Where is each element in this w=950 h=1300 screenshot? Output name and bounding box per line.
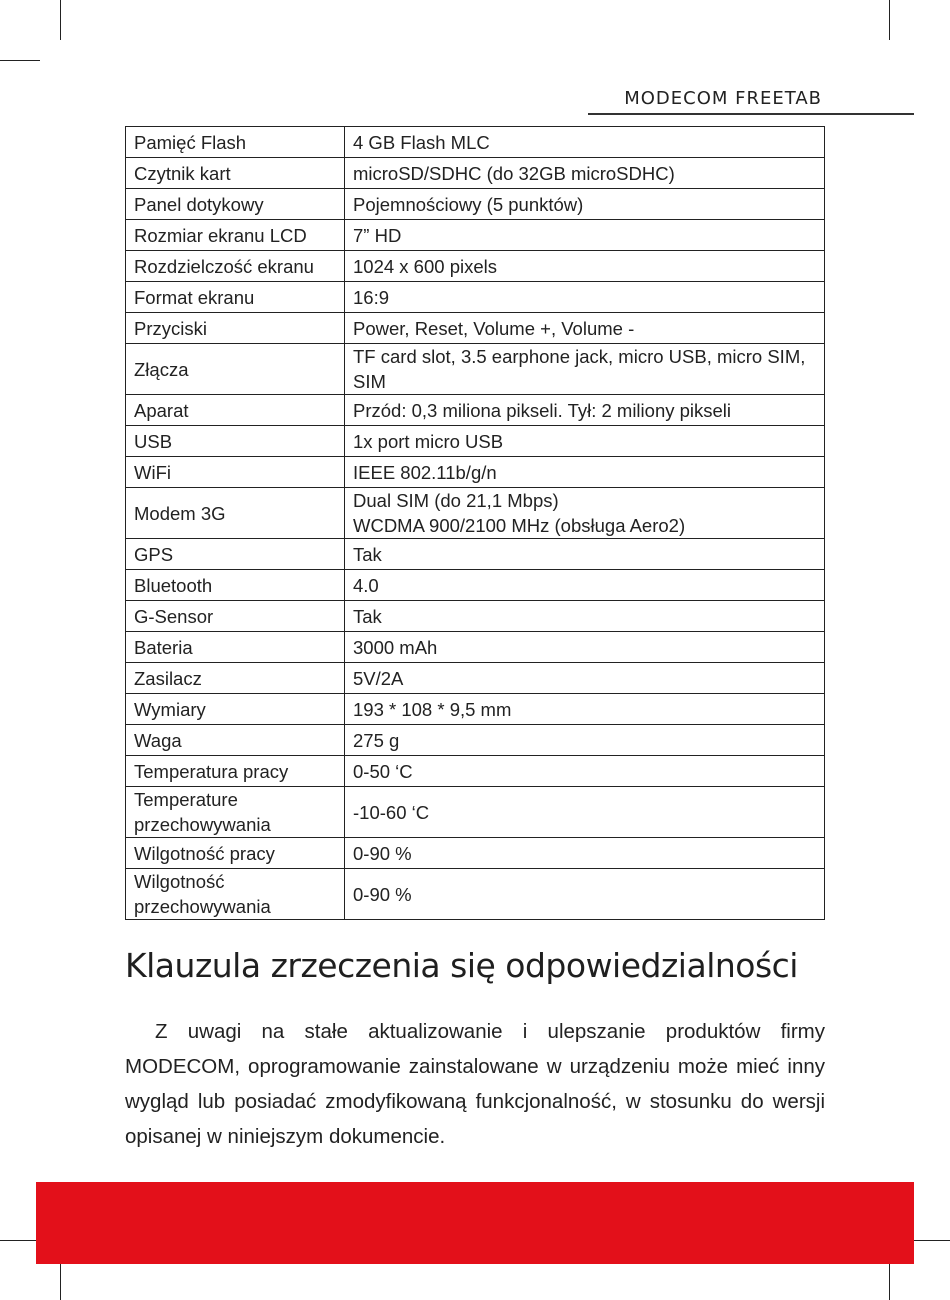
spec-label: USB bbox=[126, 426, 345, 457]
crop-mark-bottom-right-h bbox=[912, 1240, 950, 1241]
spec-label: Modem 3G bbox=[126, 488, 345, 539]
spec-value-line: -10-60 ‘C bbox=[353, 801, 430, 823]
table-row bbox=[126, 570, 825, 601]
spec-value-line: 3000 mAh bbox=[353, 636, 438, 658]
spec-value bbox=[345, 220, 825, 251]
crop-mark-top-left-h bbox=[0, 60, 40, 61]
table-row bbox=[126, 539, 825, 570]
spec-value bbox=[345, 838, 825, 869]
spec-label: Bluetooth bbox=[126, 570, 345, 601]
spec-value bbox=[345, 663, 825, 694]
spec-value bbox=[345, 787, 825, 838]
spec-value-line: Przód: 0,3 miliona pikseli. Tył: 2 miliony pikseli bbox=[353, 399, 732, 421]
specs-table bbox=[125, 126, 825, 920]
specs-table-body bbox=[126, 127, 825, 920]
header-rule bbox=[588, 113, 914, 115]
spec-value-line: 1x port micro USB bbox=[353, 430, 504, 452]
spec-value bbox=[345, 313, 825, 344]
table-row bbox=[126, 158, 825, 189]
spec-label: Rozmiar ekranu LCD bbox=[126, 220, 345, 251]
spec-label: Czytnik kart bbox=[126, 158, 345, 189]
spec-value bbox=[345, 488, 825, 539]
spec-value bbox=[345, 869, 825, 920]
table-row bbox=[126, 220, 825, 251]
spec-value bbox=[345, 457, 825, 488]
spec-value-line: IEEE 802.11b/g/n bbox=[353, 461, 497, 483]
spec-value bbox=[345, 426, 825, 457]
spec-value-line: 0-90 % bbox=[353, 842, 412, 864]
spec-label: Panel dotykowy bbox=[126, 189, 345, 220]
spec-value bbox=[345, 725, 825, 756]
table-row bbox=[126, 725, 825, 756]
table-row bbox=[126, 251, 825, 282]
spec-value-line: 0-90 % bbox=[353, 883, 412, 905]
spec-value bbox=[345, 570, 825, 601]
spec-label: Bateria bbox=[126, 632, 345, 663]
table-row bbox=[126, 488, 825, 539]
disclaimer-title: Klauzula zrzeczenia się odpowiedzialności bbox=[125, 946, 798, 985]
spec-value-line: microSD/SDHC (do 32GB microSDHC) bbox=[353, 162, 675, 184]
table-row bbox=[126, 838, 825, 869]
table-row bbox=[126, 632, 825, 663]
table-row bbox=[126, 282, 825, 313]
spec-value-line: Power, Reset, Volume +, Volume - bbox=[353, 317, 635, 339]
spec-value bbox=[345, 395, 825, 426]
spec-label: Waga bbox=[126, 725, 345, 756]
spec-value-line: 193 * 108 * 9,5 mm bbox=[353, 698, 512, 720]
table-row bbox=[126, 869, 825, 920]
spec-value bbox=[345, 539, 825, 570]
spec-value-line: Tak bbox=[353, 605, 382, 627]
spec-value bbox=[345, 756, 825, 787]
table-row bbox=[126, 426, 825, 457]
spec-value bbox=[345, 158, 825, 189]
spec-label: Temperature przechowywania bbox=[126, 787, 345, 838]
spec-label: Rozdzielczość ekranu bbox=[126, 251, 345, 282]
spec-label: Temperatura pracy bbox=[126, 756, 345, 787]
page-header-title: MODECOM FREETAB bbox=[624, 88, 822, 109]
spec-label: G-Sensor bbox=[126, 601, 345, 632]
spec-value-line: 0-50 ‘C bbox=[353, 760, 413, 782]
spec-value-line: 7” HD bbox=[353, 224, 402, 246]
spec-label: GPS bbox=[126, 539, 345, 570]
crop-mark-top-left-v bbox=[60, 0, 61, 40]
crop-mark-bottom-left-h bbox=[0, 1240, 40, 1241]
spec-label: WiFi bbox=[126, 457, 345, 488]
spec-value bbox=[345, 282, 825, 313]
table-row bbox=[126, 694, 825, 725]
spec-value bbox=[345, 344, 825, 395]
spec-value-line: 16:9 bbox=[353, 286, 390, 308]
spec-label: Złącza bbox=[126, 344, 345, 395]
crop-mark-bottom-left-v bbox=[60, 1262, 61, 1300]
spec-value-line: WCDMA 900/2100 MHz (obsługa Aero2) bbox=[353, 515, 686, 536]
spec-label: Pamięć Flash bbox=[126, 127, 345, 158]
spec-value-line: 1024 x 600 pixels bbox=[353, 255, 497, 277]
spec-label: Zasilacz bbox=[126, 663, 345, 694]
crop-mark-top-right-v bbox=[889, 0, 890, 40]
spec-value bbox=[345, 189, 825, 220]
spec-label: Wymiary bbox=[126, 694, 345, 725]
footer-bar bbox=[36, 1182, 914, 1264]
table-row bbox=[126, 756, 825, 787]
table-row bbox=[126, 395, 825, 426]
table-row bbox=[126, 663, 825, 694]
spec-value bbox=[345, 127, 825, 158]
table-row bbox=[126, 344, 825, 395]
spec-value bbox=[345, 601, 825, 632]
spec-label: Wilgotność pracy bbox=[126, 838, 345, 869]
spec-value-line: Pojemnościowy (5 punktów) bbox=[353, 193, 584, 215]
spec-label: Aparat bbox=[126, 395, 345, 426]
table-row bbox=[126, 313, 825, 344]
spec-value-line: 5V/2A bbox=[353, 667, 404, 689]
table-row bbox=[126, 787, 825, 838]
spec-value bbox=[345, 694, 825, 725]
spec-value-line: Dual SIM (do 21,1 Mbps) bbox=[353, 490, 559, 511]
spec-value-line: TF card slot, 3.5 earphone jack, micro USB, micro SIM, SIM bbox=[353, 346, 806, 392]
table-row bbox=[126, 457, 825, 488]
crop-mark-bottom-right-v bbox=[889, 1262, 890, 1300]
table-row bbox=[126, 127, 825, 158]
spec-label: Wilgotność przechowywania bbox=[126, 869, 345, 920]
table-row bbox=[126, 601, 825, 632]
spec-value-line: 275 g bbox=[353, 729, 400, 751]
spec-label: Przyciski bbox=[126, 313, 345, 344]
disclaimer-body: Z uwagi na stałe aktualizowanie i ulepszanie produktów firmy MODECOM, oprogramowanie zainstalowane w urządzeniu może mieć inny wygląd lub posiadać zmodyfikowaną funkcjonalność, w stosunku do wersji opisanej w niniejszym dokumencie. bbox=[125, 1020, 825, 1148]
spec-value bbox=[345, 251, 825, 282]
spec-value-line: Tak bbox=[353, 543, 382, 565]
spec-value-line: 4.0 bbox=[353, 574, 379, 596]
spec-value-line: 4 GB Flash MLC bbox=[353, 131, 490, 153]
spec-value bbox=[345, 632, 825, 663]
table-row bbox=[126, 189, 825, 220]
spec-label: Format ekranu bbox=[126, 282, 345, 313]
